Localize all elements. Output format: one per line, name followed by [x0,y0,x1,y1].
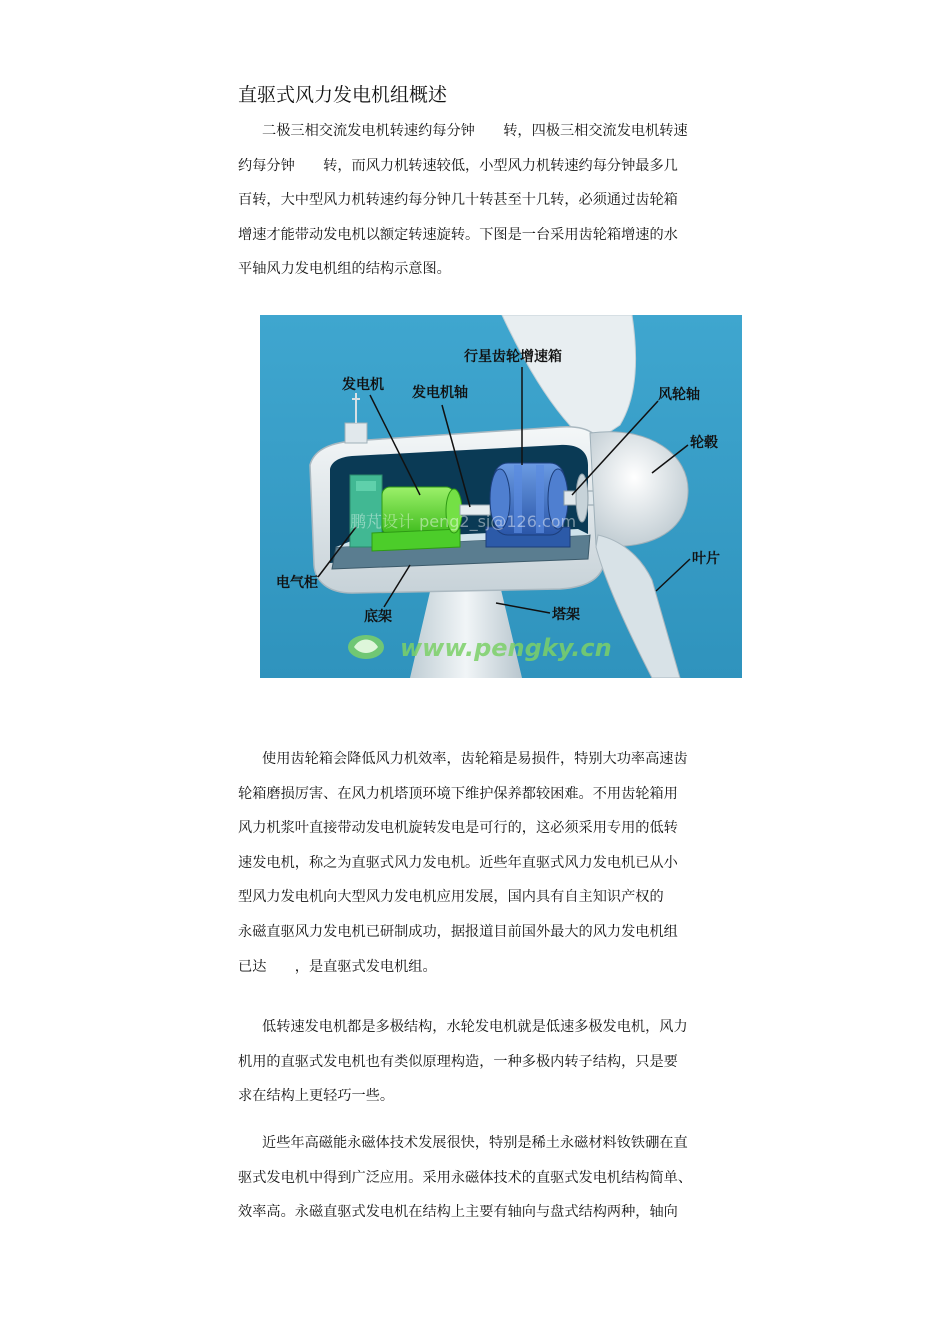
label-cabinet: 电气柜 [276,575,318,591]
paragraph-4 [238,1126,718,1230]
paragraph-line: 永磁直驱风力发电机已研制成功，据报道目前国外最大的风力发电机组 [238,923,678,940]
paragraph-line: 效率高。永磁直驱式发电机在结构上主要有轴向与盘式结构两种，轴向 [238,1204,678,1221]
label-gearbox: 行星齿轮增速箱 [464,349,562,365]
sensor-box [345,423,367,443]
label-base: 底架 [364,609,392,625]
generator-mount [372,529,460,551]
paragraph-3 [238,1010,718,1114]
label-generator: 发电机 [342,377,384,393]
label-tower: 塔架 [552,607,580,623]
paragraph-line: 速发电机，称之为直驱式风力发电机。近些年直驱式风力发电机已从小 [238,854,678,871]
paragraph-line: 约每分钟 转，而风力机转速较低，小型风力机转速约每分钟最多几 [238,157,678,174]
paragraph-line: 求在结构上更轻巧一些。 [238,1088,395,1105]
paragraph-line: 近些年高磁能永磁体技术发展很快，特别是稀土永磁材料钕铁硼在直 [262,1135,688,1151]
paragraph-line: 已达 ，是直驱式发电机组。 [238,958,437,975]
paragraph-line: 平轴风力发电机组的结构示意图。 [238,261,451,278]
paragraph-line: 机用的直驱式发电机也有类似原理构造，一种多极内转子结构，只是要 [238,1053,678,1070]
paragraph-line: 增速才能带动发电机以额定转速旋转。下图是一台采用齿轮箱增速的水 [238,226,678,243]
paragraph-line: 低转速发电机都是多极结构，水轮发电机就是低速多极发电机，风力 [262,1019,688,1035]
paragraph-line: 使用齿轮箱会降低风力机效率，齿轮箱是易损件，特别大功率高速齿 [262,751,688,767]
paragraph-2 [238,742,718,984]
paragraph-1 [238,114,718,287]
paragraph-line: 型风力发电机向大型风力发电机应用发展，国内具有自主知识产权的 [238,889,664,906]
paragraph-line: 风力机浆叶直接带动发电机旋转发电是可行的，这必须采用专用的低转 [238,820,678,837]
document-title: 直驱式风力发电机组概述 [238,84,448,106]
watermark-text: 鹏芃设计 peng2_sj@126.com [350,512,577,531]
paragraph-line: 驱式发电机中得到广泛应用。采用永磁体技术的直驱式发电机结构简单、 [238,1169,693,1186]
paragraph-line: 百转，大中型风力机转速约每分钟几十转甚至十几转，必须通过齿轮箱 [238,192,678,209]
label-hub: 轮毂 [690,435,718,451]
watermark-logo-icon [348,635,384,659]
paragraph-line: 二极三相交流发电机转速约每分钟 转，四极三相交流发电机转速 [262,123,688,139]
paragraph-line: 轮箱磨损厉害、在风力机塔顶环境下维护保养都较困难。不用齿轮箱用 [238,785,678,802]
watermark-url: www.pengky.cn [400,634,612,662]
label-generator-shaft: 发电机轴 [412,385,468,401]
label-blade: 叶片 [692,551,720,567]
label-rotor-shaft: 风轮轴 [658,387,700,403]
wind-turbine-diagram [260,315,742,678]
